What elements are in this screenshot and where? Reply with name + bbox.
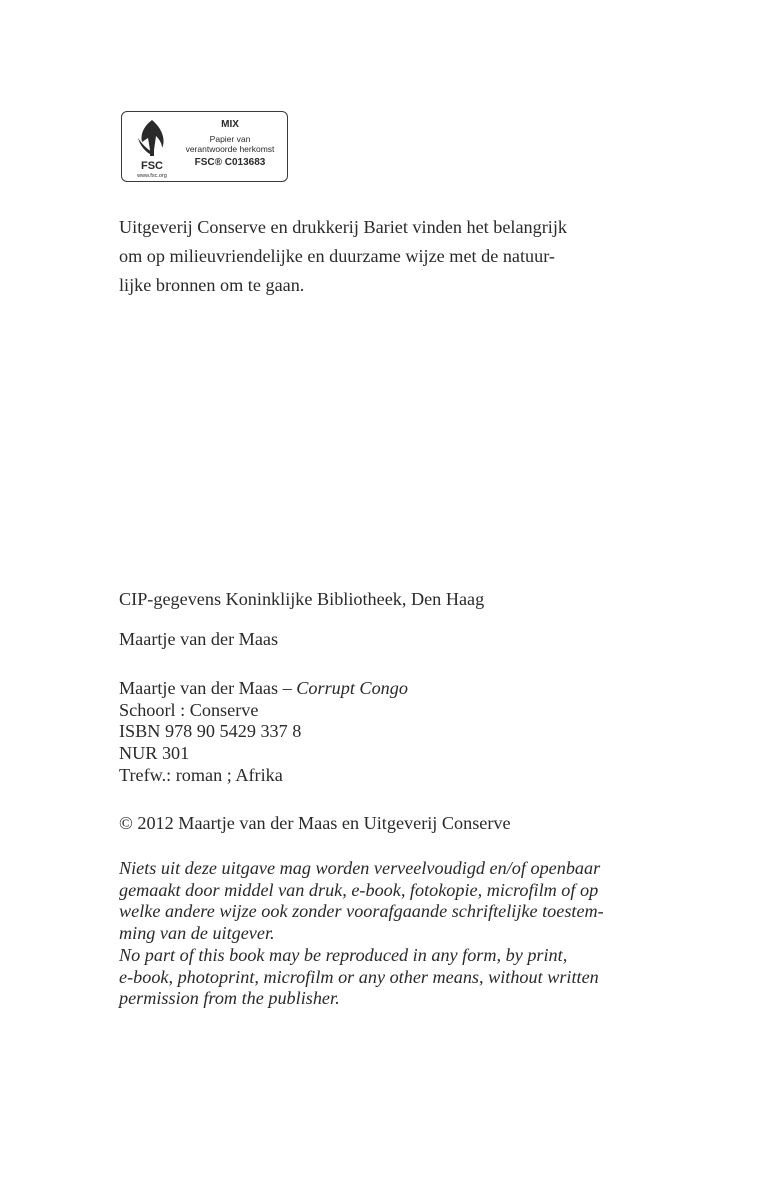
fsc-line-1: Papier van — [209, 134, 251, 144]
fsc-logo — [121, 111, 288, 182]
rights-line: Niets uit deze uitgave mag worden verveelvoudigd en/of openbaar — [119, 858, 601, 878]
copyright-notice: © 2012 Maartje van der Maas en Uitgeverij Conserve — [119, 813, 511, 833]
fsc-line-2: verantwoorde herkomst — [185, 144, 275, 154]
cip-heading: CIP-gegevens Koninklijke Bibliotheek, Den Haag — [119, 589, 485, 609]
fsc-mix-label: MIX — [221, 119, 239, 130]
intro-line: lijke bronnen om te gaan. — [119, 275, 305, 295]
rights-line: permission from the publisher. — [119, 988, 340, 1009]
fsc-code: FSC® C013683 — [194, 157, 266, 168]
author-title-prefix: Maartje van der Maas – — [119, 678, 297, 698]
rights-line: welke andere wijze ook zonder voorafgaande schriftelijke toestem- — [119, 901, 604, 922]
keywords-line: Trefw.: roman ; Afrika — [119, 764, 283, 785]
environment-statement — [119, 213, 659, 300]
intro-line: Uitgeverij Conserve en drukkerij Bariet vinden het belangrijk — [119, 217, 567, 237]
fsc-brand-text: FSC — [141, 160, 163, 172]
rights-line: gemaakt door middel van druk, e-book, fotokopie, microfilm of op — [119, 879, 599, 900]
author-title-line — [119, 678, 659, 700]
fsc-url-text: www.fsc.org — [137, 173, 167, 178]
isbn-line: ISBN 978 90 5429 337 8 — [119, 721, 302, 742]
rights-line: e-book, photoprint, microfilm or any other means, without written — [119, 966, 599, 987]
intro-line: om op milieuvriendelijke en duurzame wijze met de natuur- — [119, 246, 555, 266]
rights-statement — [119, 858, 659, 1010]
rights-line: No part of this book may be reproduced in any form, by print, — [119, 944, 568, 965]
fsc-text — [178, 119, 282, 169]
book-title: Corrupt Congo — [296, 678, 408, 698]
rights-line: ming van de uitgever. — [119, 923, 275, 944]
nur-line: NUR 301 — [119, 743, 190, 764]
fsc-tree-icon — [128, 116, 176, 178]
catalog-details — [119, 678, 659, 787]
publisher-line: Schoorl : Conserve — [119, 699, 259, 720]
author-name: Maartje van der Maas — [119, 629, 279, 649]
